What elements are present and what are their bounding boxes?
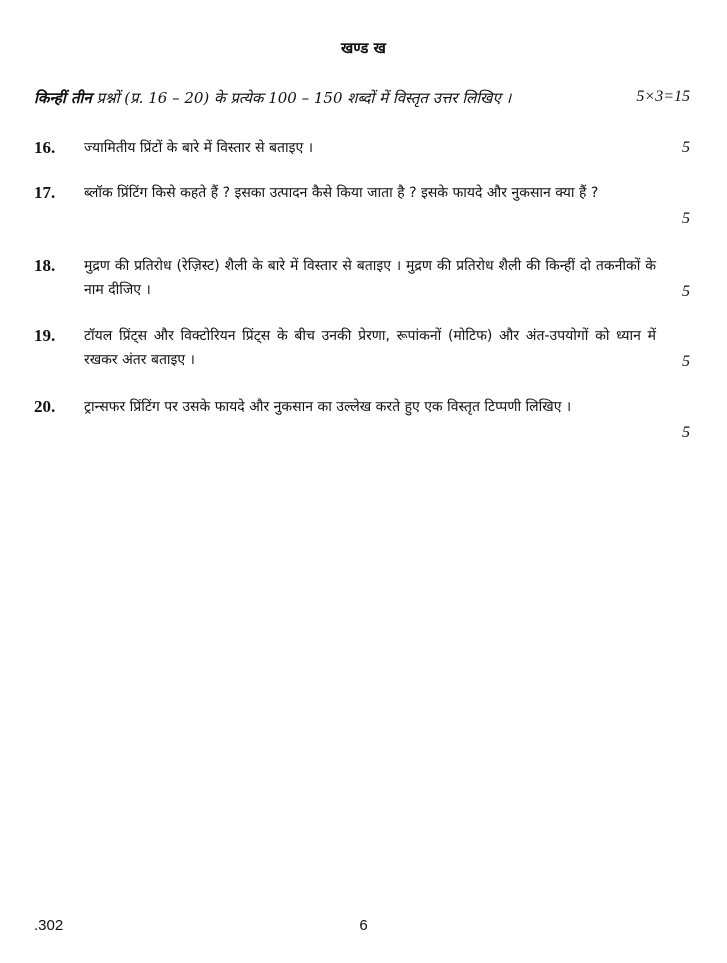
instruction-line xyxy=(34,88,690,108)
question-18 xyxy=(34,254,690,304)
question-text: ट्रान्सफर प्रिंटिंग पर उसके फायदे और नुकसान का उल्लेख करते हुए एक विस्तृत टिप्पणी लिखिए । xyxy=(84,399,572,415)
question-number: 17. xyxy=(34,183,56,202)
question-marks: 5 xyxy=(682,353,690,370)
question-number: 16. xyxy=(34,138,56,157)
question-text: टॉयल प्रिंट्स और विक्टोरियन प्रिंट्स के बीच उनकी प्रेरणा, रूपांकनों (मोटिफ) और अंत-उपयोगों को ध्यान में रखकर अंतर बताइए । xyxy=(84,328,656,368)
paper-code: .302 xyxy=(34,917,64,934)
question-marks: 5 xyxy=(682,139,690,156)
question-marks: 5 xyxy=(682,210,690,227)
question-number: 19. xyxy=(34,326,56,345)
question-16 xyxy=(34,136,690,162)
question-marks: 5 xyxy=(682,424,690,441)
question-text: ज्यामितीय प्रिंटों के बारे में विस्तार से बताइए । xyxy=(84,140,313,156)
instruction-marks: 5×3=15 xyxy=(636,88,690,105)
question-20 xyxy=(34,395,690,445)
page-number: 6 xyxy=(359,917,368,934)
section-title: खण्ड ख xyxy=(341,39,386,57)
question-number: 20. xyxy=(34,397,56,416)
instruction-text: प्रश्नों (प्र. 16 – 20) के प्रत्येक 100 – 150 शब्दों में विस्तृत उत्तर लिखिए । xyxy=(91,89,512,107)
question-text: मुद्रण की प्रतिरोध (रेज़िस्ट) शैली के बारे में विस्तार से बताइए । मुद्रण की प्रतिरोध शैली की किन्हीं दो तकनीकों के नाम दीजिए । xyxy=(84,258,656,298)
question-19 xyxy=(34,324,690,374)
instruction-emphasis: किन्हीं तीन xyxy=(34,89,92,107)
question-17 xyxy=(34,181,690,231)
question-number: 18. xyxy=(34,256,56,275)
question-text: ब्लॉक प्रिंटिंग किसे कहते हैं ? इसका उत्पादन कैसे किया जाता है ? इसके फायदे और नुकसान क्या हैं ? xyxy=(84,185,599,201)
question-marks: 5 xyxy=(682,283,690,300)
